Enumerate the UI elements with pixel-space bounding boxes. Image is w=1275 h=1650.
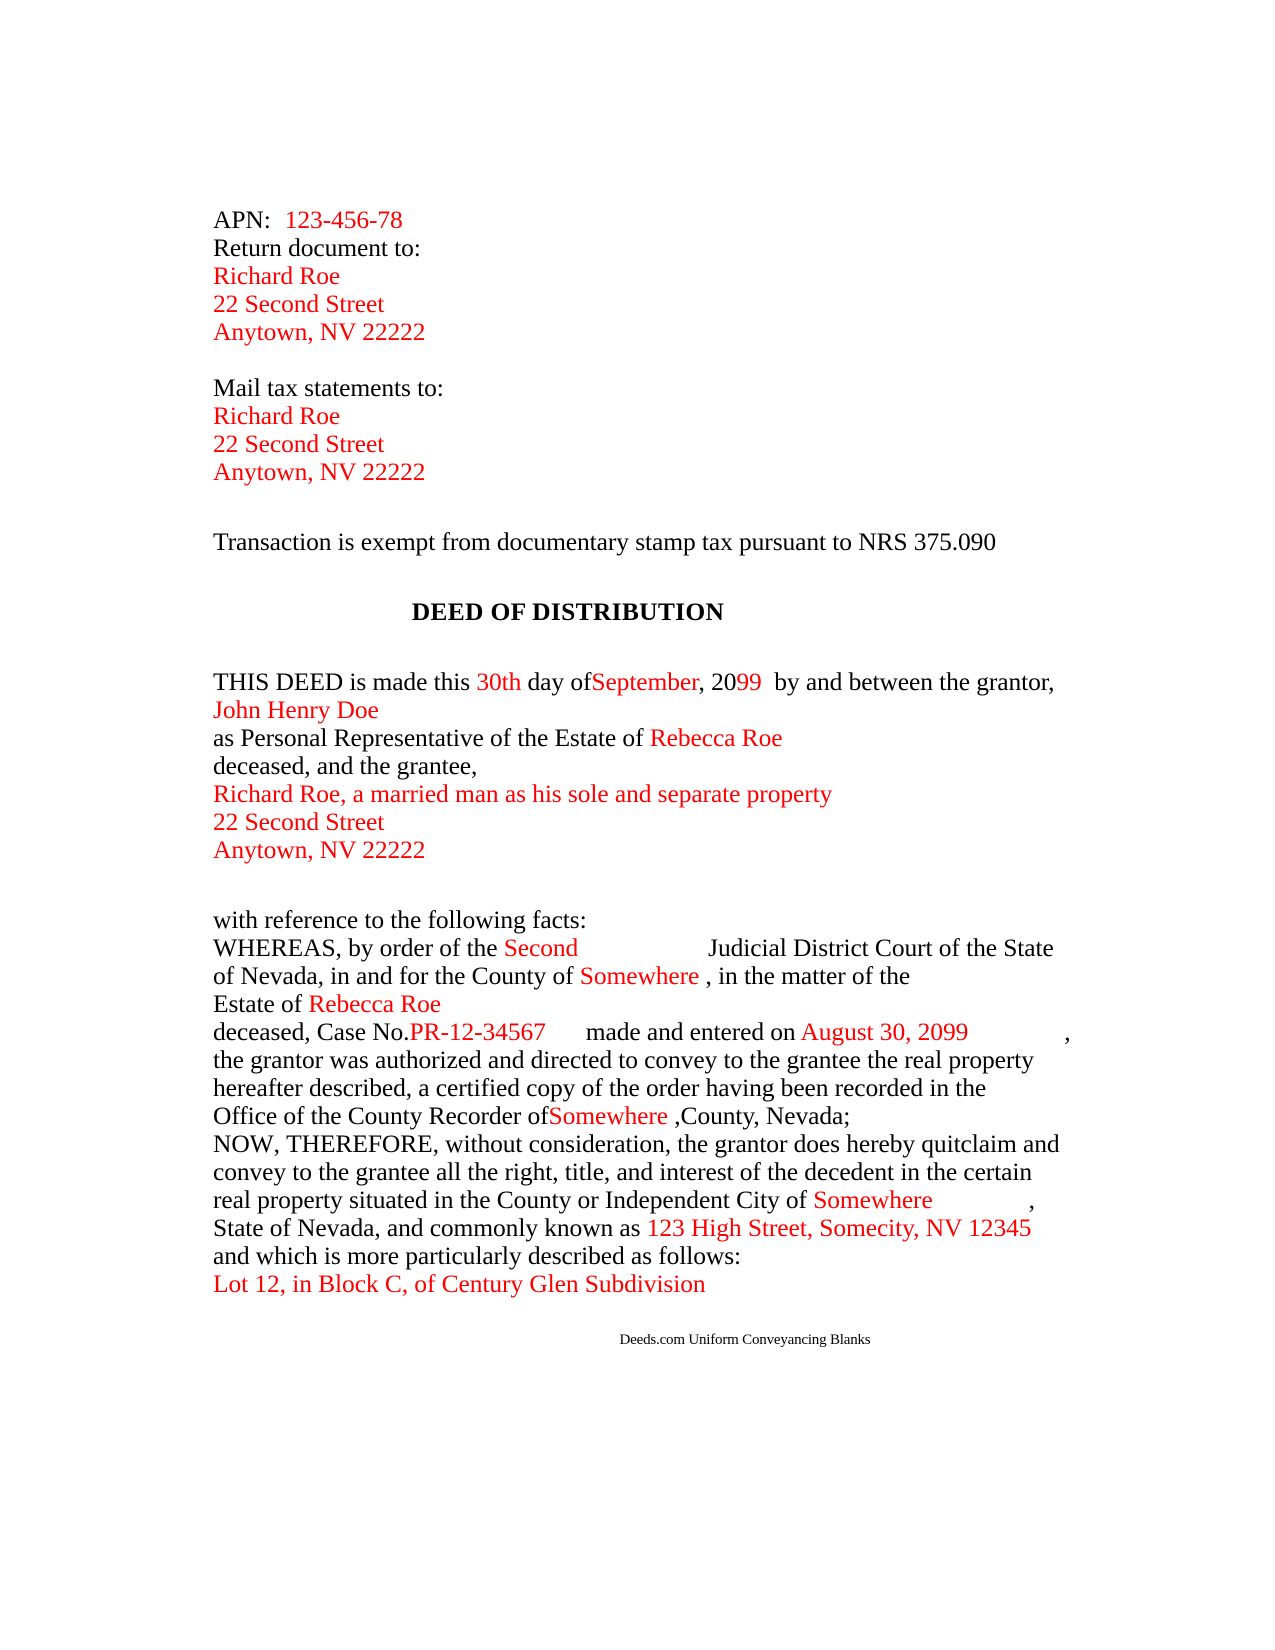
spacer — [213, 584, 1013, 598]
court-number-value[interactable]: Second — [503, 933, 579, 962]
county-nevada-text: ,County, Nevada; — [668, 1101, 851, 1130]
made-and-entered-text: made and entered on — [585, 1017, 801, 1046]
county-recorder-text: Office of the County Recorder of — [213, 1101, 549, 1130]
document-title: DEED OF DISTRIBUTION — [411, 597, 725, 626]
deceased-case-no-label: deceased, Case No. — [213, 1017, 410, 1046]
convey-line: convey to the grantee all the right, title, and interest of the decedent in the certain — [213, 1157, 1033, 1186]
real-property-text: real property situated in the County or Independent City of — [213, 1185, 814, 1214]
estate-of-decedent-name[interactable]: Rebecca Roe — [649, 723, 783, 752]
apn-line — [213, 206, 1013, 234]
spacer — [213, 486, 1013, 514]
whereas-line — [213, 933, 1054, 962]
spacer — [213, 556, 1013, 584]
whereas-label: WHEREAS — [213, 933, 336, 962]
document-body — [213, 205, 1071, 1298]
mail-tax-city-state-zip[interactable]: Anytown, NV 22222 — [213, 457, 426, 486]
spacer — [213, 864, 1013, 892]
mail-tax-label: Mail tax statements to: — [213, 373, 444, 402]
personal-representative-line — [213, 724, 1013, 752]
grantee-name[interactable]: Richard Roe, a married man as his sole and separate property — [213, 779, 833, 808]
return-name[interactable]: Richard Roe — [213, 261, 341, 290]
spacer — [213, 892, 1013, 906]
return-document-label: Return document to: — [213, 233, 421, 262]
estate-name-value[interactable]: Rebecca Roe — [308, 989, 442, 1018]
trailing-comma: , — [1064, 1017, 1071, 1046]
grantee-street[interactable]: 22 Second Street — [213, 807, 385, 836]
therefore-label: THEREFORE — [286, 1129, 433, 1158]
mail-tax-street[interactable]: 22 Second Street — [213, 429, 385, 458]
judicial-district-text: Judicial District Court of the State — [708, 933, 1054, 962]
as-personal-rep-text: as Personal Representative of the Estate of — [213, 723, 650, 752]
apn-value[interactable]: 123-456-78 — [284, 205, 403, 234]
now-comma: , — [273, 1129, 287, 1158]
property-county-line — [213, 1185, 1035, 1214]
granting-clause-line — [213, 667, 1055, 696]
now-therefore-line — [213, 1129, 1060, 1158]
estate-line — [213, 990, 1013, 1018]
by-order-of-text: , by order of the — [335, 933, 504, 962]
order-date-value[interactable]: August 30, 2099 — [800, 1017, 969, 1046]
more-particularly-text: and which is more particularly described as follows: — [213, 1241, 742, 1270]
spacer — [213, 514, 1013, 528]
grantor-name[interactable]: John Henry Doe — [213, 695, 379, 724]
recital-body-line-2: hereafter described, a certified copy of the order having been recorded in the — [213, 1073, 987, 1102]
spacer — [213, 626, 1013, 654]
state-of-nevada-text: State of Nevada, and commonly known as — [213, 1213, 647, 1242]
apn-label: APN: — [213, 205, 271, 234]
made-this-text: is made this — [343, 667, 477, 696]
spacer — [213, 346, 1013, 374]
recorder-county-line — [213, 1102, 1013, 1130]
county-value[interactable]: Somewhere — [579, 961, 700, 990]
return-street[interactable]: 22 Second Street — [213, 289, 385, 318]
footer-text: Deeds.com Uniform Conveyancing Blanks — [619, 1332, 871, 1348]
title-container — [248, 598, 888, 626]
now-label: NOW — [213, 1129, 274, 1158]
property-address-value[interactable]: 123 High Street, Somecity, NV 12345 — [646, 1213, 1032, 1242]
deceased-and-grantee-text: deceased, and the grantee, — [213, 751, 478, 780]
return-city-state-zip[interactable]: Anytown, NV 22222 — [213, 317, 426, 346]
property-county-value[interactable]: Somewhere — [813, 1185, 933, 1214]
month-value[interactable]: September — [591, 667, 699, 696]
mail-tax-name[interactable]: Richard Roe — [213, 401, 341, 430]
this-deed-label: THIS DEED — [213, 667, 344, 696]
recorder-county-value[interactable]: Somewhere — [548, 1101, 668, 1130]
in-the-matter-text: , in the matter of the — [699, 961, 911, 990]
case-number-line — [213, 1017, 1071, 1046]
grantee-city-state-zip[interactable]: Anytown, NV 22222 — [213, 835, 426, 864]
by-and-between-text: by and between the grantor, — [761, 667, 1055, 696]
day-of-text: day of — [521, 667, 592, 696]
legal-description-value[interactable]: Lot 12, in Block C, of Century Glen Subdivision — [213, 1269, 706, 1298]
day-value[interactable]: 30th — [476, 667, 522, 696]
spacer — [213, 654, 1013, 668]
property-address-line — [213, 1213, 1032, 1242]
of-nevada-county-text: of Nevada, in and for the County of — [213, 961, 580, 990]
with-reference-text: with reference to the following facts: — [213, 905, 587, 934]
page-footer — [0, 1332, 1275, 1349]
comma-twenty-text: , 20 — [698, 667, 737, 696]
year-value[interactable]: 99 — [736, 667, 762, 696]
recital-body-line-1: the grantor was authorized and directed to convey to the grantee the real property — [213, 1045, 1034, 1074]
without-consideration-text: , without consideration, the grantor does hereby quitclaim and — [432, 1129, 1060, 1158]
exemption-statement: Transaction is exempt from documentary stamp tax pursuant to NRS 375.090 — [213, 527, 996, 556]
county-line — [213, 962, 1013, 990]
estate-of-label: Estate of — [213, 989, 309, 1018]
trailing-comma: , — [1028, 1185, 1035, 1214]
case-number-value[interactable]: PR-12-34567 — [409, 1017, 546, 1046]
